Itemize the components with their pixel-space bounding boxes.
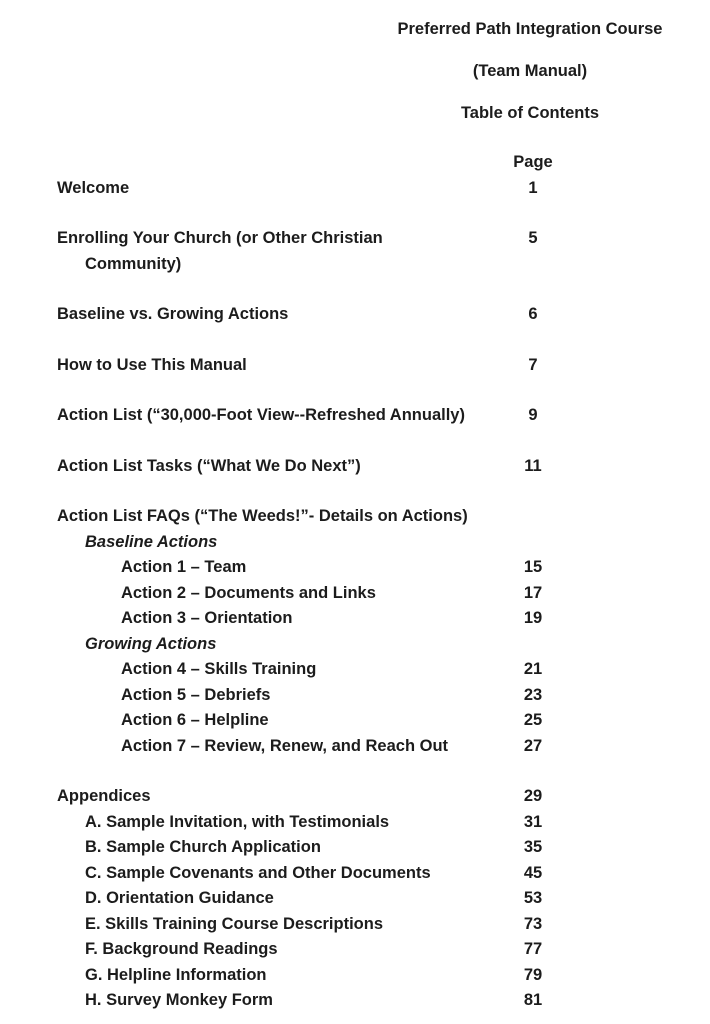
toc-page-number: 17 bbox=[523, 583, 543, 602]
toc-heading: Table of Contents bbox=[460, 104, 600, 122]
page-column-header: Page bbox=[513, 153, 553, 171]
toc-entry-label: A. Sample Invitation, with Testimonials bbox=[85, 812, 390, 831]
toc-row bbox=[57, 555, 573, 581]
toc-row bbox=[57, 963, 573, 989]
toc-entry-label: Action 6 – Helpline bbox=[121, 711, 269, 729]
toc-row bbox=[57, 937, 573, 963]
toc-entry-label: B. Sample Church Application bbox=[85, 838, 321, 856]
toc-page-number: 77 bbox=[523, 940, 543, 958]
toc-page-number: 11 bbox=[524, 456, 542, 475]
toc-page-number: 53 bbox=[523, 889, 543, 907]
toc-entry bbox=[57, 937, 493, 963]
toc-row bbox=[57, 226, 573, 277]
toc-entry-label: Action 3 – Orientation bbox=[121, 609, 293, 627]
toc-entry bbox=[57, 555, 493, 581]
toc-entry-label: C. Sample Covenants and Other Documents bbox=[85, 863, 431, 882]
toc-row bbox=[57, 176, 573, 202]
toc-row bbox=[57, 606, 573, 632]
toc-page-number: 5 bbox=[528, 229, 538, 247]
toc-entry bbox=[57, 886, 493, 912]
toc-page-number: 21 bbox=[523, 660, 543, 678]
toc-entry-label: Enrolling Your Church (or Other Christian bbox=[57, 229, 383, 247]
toc-entry-label: Action List Tasks (“What We Do Next”) bbox=[57, 456, 361, 475]
toc-entry bbox=[57, 353, 493, 379]
toc-entry bbox=[57, 657, 493, 683]
toc-entry-label: Action List FAQs (“The Weeds!”- Details on Actions) bbox=[57, 507, 468, 525]
toc-page-number: 9 bbox=[528, 406, 538, 424]
toc-row bbox=[57, 454, 573, 480]
toc-page-number: 31 bbox=[523, 812, 543, 831]
page-column-header-row bbox=[57, 150, 573, 176]
toc-list bbox=[57, 150, 573, 1014]
toc-page-number: 73 bbox=[523, 914, 543, 933]
toc-entry bbox=[57, 530, 493, 556]
toc-entry bbox=[57, 403, 493, 429]
toc-entry-label: Action List (“30,000-Foot View--Refreshed Annually) bbox=[57, 406, 465, 424]
toc-page-number: 7 bbox=[528, 355, 538, 374]
toc-entry bbox=[57, 810, 493, 836]
toc-row bbox=[57, 835, 573, 861]
toc-entry bbox=[57, 504, 493, 530]
toc-entry-label: Action 2 – Documents and Links bbox=[121, 583, 376, 602]
toc-entry-label: F. Background Readings bbox=[85, 940, 278, 958]
toc-entry-label: G. Helpline Information bbox=[85, 965, 267, 984]
toc-row bbox=[57, 632, 573, 658]
toc-entry bbox=[57, 963, 493, 989]
toc-row bbox=[57, 912, 573, 938]
toc-entry-label: H. Survey Monkey Form bbox=[85, 991, 273, 1009]
toc-entry bbox=[57, 176, 493, 202]
toc-row bbox=[57, 886, 573, 912]
toc-page-number: 45 bbox=[523, 863, 543, 882]
toc-row bbox=[57, 784, 573, 810]
toc-entry bbox=[57, 683, 493, 709]
toc-page-number: 79 bbox=[523, 965, 543, 984]
toc-row bbox=[57, 581, 573, 607]
toc-page-number: 35 bbox=[523, 838, 543, 856]
toc-entry bbox=[57, 581, 493, 607]
toc-row bbox=[57, 504, 573, 530]
toc-entry-label: Action 4 – Skills Training bbox=[121, 660, 317, 678]
toc-entry bbox=[57, 861, 493, 887]
toc-row bbox=[57, 708, 573, 734]
toc-entry bbox=[57, 632, 493, 658]
toc-page-number: 81 bbox=[523, 991, 543, 1009]
toc-entry-label: E. Skills Training Course Descriptions bbox=[85, 914, 383, 933]
toc-entry bbox=[57, 606, 493, 632]
toc-entry-label: How to Use This Manual bbox=[57, 355, 247, 374]
toc-entry bbox=[57, 708, 493, 734]
toc-entry bbox=[57, 226, 493, 277]
toc-page-number: 1 bbox=[528, 178, 538, 197]
document-header bbox=[350, 16, 710, 126]
toc-entry bbox=[57, 988, 493, 1014]
toc-row bbox=[57, 403, 573, 429]
toc-page-number: 29 bbox=[523, 787, 543, 805]
toc-page-number: 25 bbox=[523, 711, 543, 729]
toc-row bbox=[57, 810, 573, 836]
toc-entry-label: Baseline Actions bbox=[85, 532, 218, 551]
toc-entry-label: D. Orientation Guidance bbox=[85, 889, 274, 907]
toc-row bbox=[57, 302, 573, 328]
toc-row bbox=[57, 530, 573, 556]
toc-row bbox=[57, 734, 573, 760]
toc-entry bbox=[57, 454, 493, 480]
toc-page-number: 6 bbox=[528, 305, 538, 323]
toc-entry-label: Growing Actions bbox=[85, 634, 217, 653]
toc-entry-continuation: Community) bbox=[85, 254, 182, 273]
toc-entry bbox=[57, 784, 493, 810]
toc-entry-label: Baseline vs. Growing Actions bbox=[57, 305, 289, 323]
document-subtitle: (Team Manual) bbox=[472, 62, 588, 80]
toc-row bbox=[57, 657, 573, 683]
toc-entry bbox=[57, 734, 493, 760]
toc-entry bbox=[57, 912, 493, 938]
toc-entry-label: Action 7 – Review, Renew, and Reach Out bbox=[121, 736, 449, 755]
toc-entry-label: Welcome bbox=[57, 178, 130, 197]
toc-row bbox=[57, 683, 573, 709]
toc-page-number: 19 bbox=[523, 609, 543, 627]
toc-entry-label: Action 1 – Team bbox=[121, 558, 247, 576]
toc-entry bbox=[57, 302, 493, 328]
toc-row bbox=[57, 861, 573, 887]
toc-page-number: 27 bbox=[523, 736, 543, 755]
toc-row bbox=[57, 353, 573, 379]
toc-entry-label: Action 5 – Debriefs bbox=[121, 685, 271, 704]
toc-entry-label: Appendices bbox=[57, 787, 151, 805]
toc-page-number: 23 bbox=[523, 685, 543, 704]
toc-row bbox=[57, 988, 573, 1014]
toc-page-number: 15 bbox=[523, 558, 543, 576]
document-title: Preferred Path Integration Course bbox=[397, 20, 663, 38]
toc-entry bbox=[57, 835, 493, 861]
